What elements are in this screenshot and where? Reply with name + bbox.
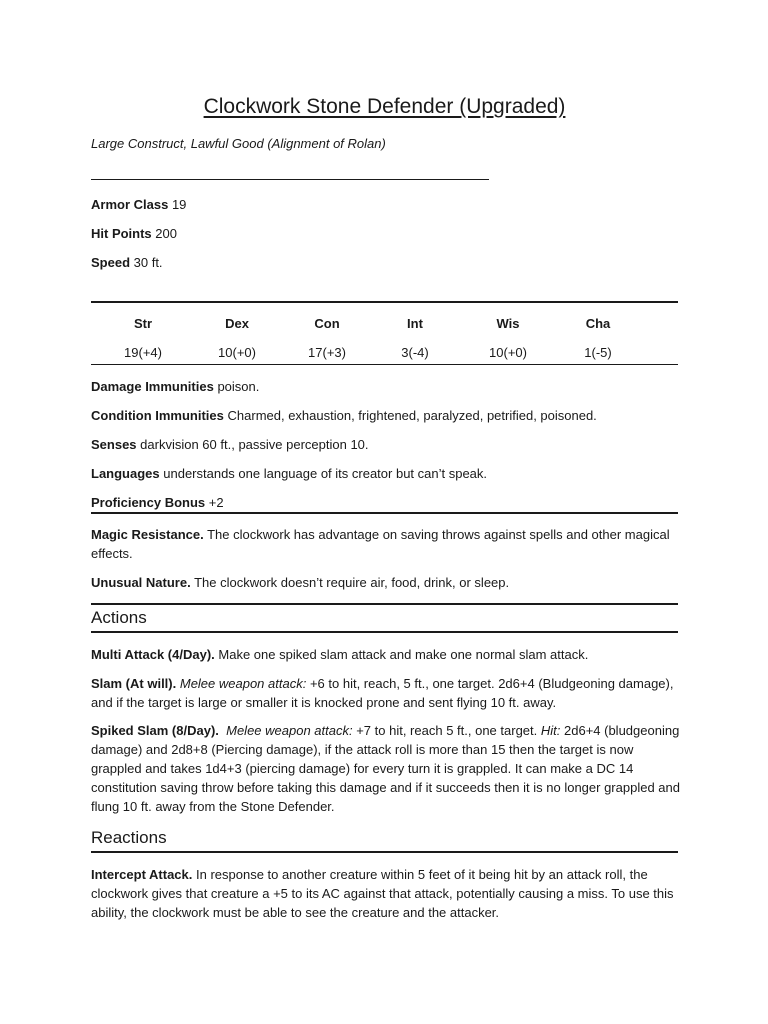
page-title: Clockwork Stone Defender (Upgraded) bbox=[203, 95, 566, 118]
hit-label: Hit: bbox=[540, 723, 561, 738]
speed-value: 30 ft. bbox=[133, 255, 163, 270]
ability-score-int: 3(-4) bbox=[401, 345, 429, 360]
senses bbox=[91, 435, 369, 454]
damage-immunities bbox=[91, 377, 259, 396]
hit-points-label: Hit Points bbox=[91, 226, 152, 241]
trait-text: The clockwork has advantage on saving throws against spells and other magical effects. bbox=[91, 527, 670, 561]
armor-class-value: 19 bbox=[171, 197, 187, 212]
ability-table-top-rule bbox=[91, 301, 678, 303]
armor-class-label: Armor Class bbox=[91, 197, 169, 212]
armor-class bbox=[91, 195, 186, 214]
senses-value: darkvision 60 ft., passive perception 10. bbox=[140, 437, 369, 452]
trait-name: Magic Resistance. bbox=[91, 527, 204, 542]
ability-score-cha: 1(-5) bbox=[584, 345, 612, 360]
reactions-bottom-rule bbox=[91, 851, 678, 853]
ability-header-wis: Wis bbox=[496, 316, 520, 331]
actions-top-rule bbox=[91, 603, 678, 605]
reaction-name: Intercept Attack. bbox=[91, 867, 193, 882]
ability-header-int: Int bbox=[407, 316, 423, 331]
senses-label: Senses bbox=[91, 437, 137, 452]
ability-header-con: Con bbox=[314, 316, 340, 331]
proficiency-bonus-label: Proficiency Bonus bbox=[91, 495, 206, 510]
attack-type: Melee weapon attack: bbox=[226, 723, 353, 738]
ability-header-cha: Cha bbox=[585, 316, 611, 331]
divider bbox=[91, 512, 678, 514]
hit-points bbox=[91, 224, 177, 243]
actions-heading: Actions bbox=[91, 608, 147, 627]
ability-table-bottom-rule bbox=[91, 364, 678, 365]
languages-label: Languages bbox=[91, 466, 160, 481]
languages-value: understands one language of its creator but can’t speak. bbox=[163, 466, 488, 481]
action-slam bbox=[91, 674, 681, 712]
damage-immunities-label: Damage Immunities bbox=[91, 379, 214, 394]
languages bbox=[91, 464, 487, 483]
trait-text: The clockwork doesn’t require air, food, drink, or sleep. bbox=[194, 575, 510, 590]
ability-score-str: 19(+4) bbox=[124, 345, 162, 360]
ability-header-str: Str bbox=[133, 316, 153, 331]
speed bbox=[91, 253, 163, 272]
reaction-text: In response to another creature within 5 feet of it being hit by an attack roll, the clockwork gives that creature a +5 to its AC against that attack, potentially causing a miss. To use this ability, the clockwork must be able to see the creature and the attacker. bbox=[91, 867, 674, 920]
action-name: Slam (At will). bbox=[91, 676, 177, 691]
ability-header-dex: Dex bbox=[225, 316, 249, 331]
action-spiked-slam bbox=[91, 721, 681, 816]
proficiency-bonus bbox=[91, 493, 224, 512]
proficiency-bonus-value: +2 bbox=[208, 495, 224, 510]
divider bbox=[91, 179, 489, 180]
speed-label: Speed bbox=[91, 255, 131, 270]
creature-type: Large Construct, Lawful Good (Alignment of Rolan) bbox=[91, 136, 386, 151]
action-text: 2d6+4 (bludgeoning damage) and 2d8+8 (Piercing damage), if the attack roll is more than 15 then the target is now grappled and takes 1d4+3 (piercing damage) for every turn it is grappled. It can make a DC 14 constitution saving throw before taking this damage and if it succeeds then it is no longer grappled and flung 10 ft. away from the Stone Defender. bbox=[91, 723, 680, 814]
condition-immunities bbox=[91, 406, 597, 425]
reaction-intercept-attack bbox=[91, 865, 681, 922]
condition-immunities-value: Charmed, exhaustion, frightened, paralyzed, petrified, poisoned. bbox=[227, 408, 597, 423]
hit-points-value: 200 bbox=[155, 226, 177, 241]
ability-score-con: 17(+3) bbox=[308, 345, 346, 360]
action-name: Spiked Slam (8/Day). bbox=[91, 723, 219, 738]
action-text: +6 to hit, reach, 5 ft., one target. 2d6+4 (Bludgeoning damage), and if the target is large or smaller it is knocked prone and sent flying 10 ft. away. bbox=[91, 676, 674, 710]
trait-unusual-nature bbox=[91, 573, 681, 592]
action-text: Make one spiked slam attack and make one normal slam attack. bbox=[218, 647, 589, 662]
trait-magic-resistance bbox=[91, 525, 681, 563]
action-multi-attack bbox=[91, 645, 681, 664]
action-name: Multi Attack (4/Day). bbox=[91, 647, 215, 662]
ability-score-dex: 10(+0) bbox=[218, 345, 256, 360]
ability-score-wis: 10(+0) bbox=[489, 345, 527, 360]
attack-type: Melee weapon attack: bbox=[179, 676, 307, 691]
attack-details: +7 to hit, reach 5 ft., one target. bbox=[356, 723, 538, 738]
damage-immunities-value: poison. bbox=[217, 379, 260, 394]
actions-bottom-rule bbox=[91, 631, 678, 633]
condition-immunities-label: Condition Immunities bbox=[91, 408, 224, 423]
trait-name: Unusual Nature. bbox=[91, 575, 191, 590]
reactions-heading: Reactions bbox=[91, 828, 167, 847]
